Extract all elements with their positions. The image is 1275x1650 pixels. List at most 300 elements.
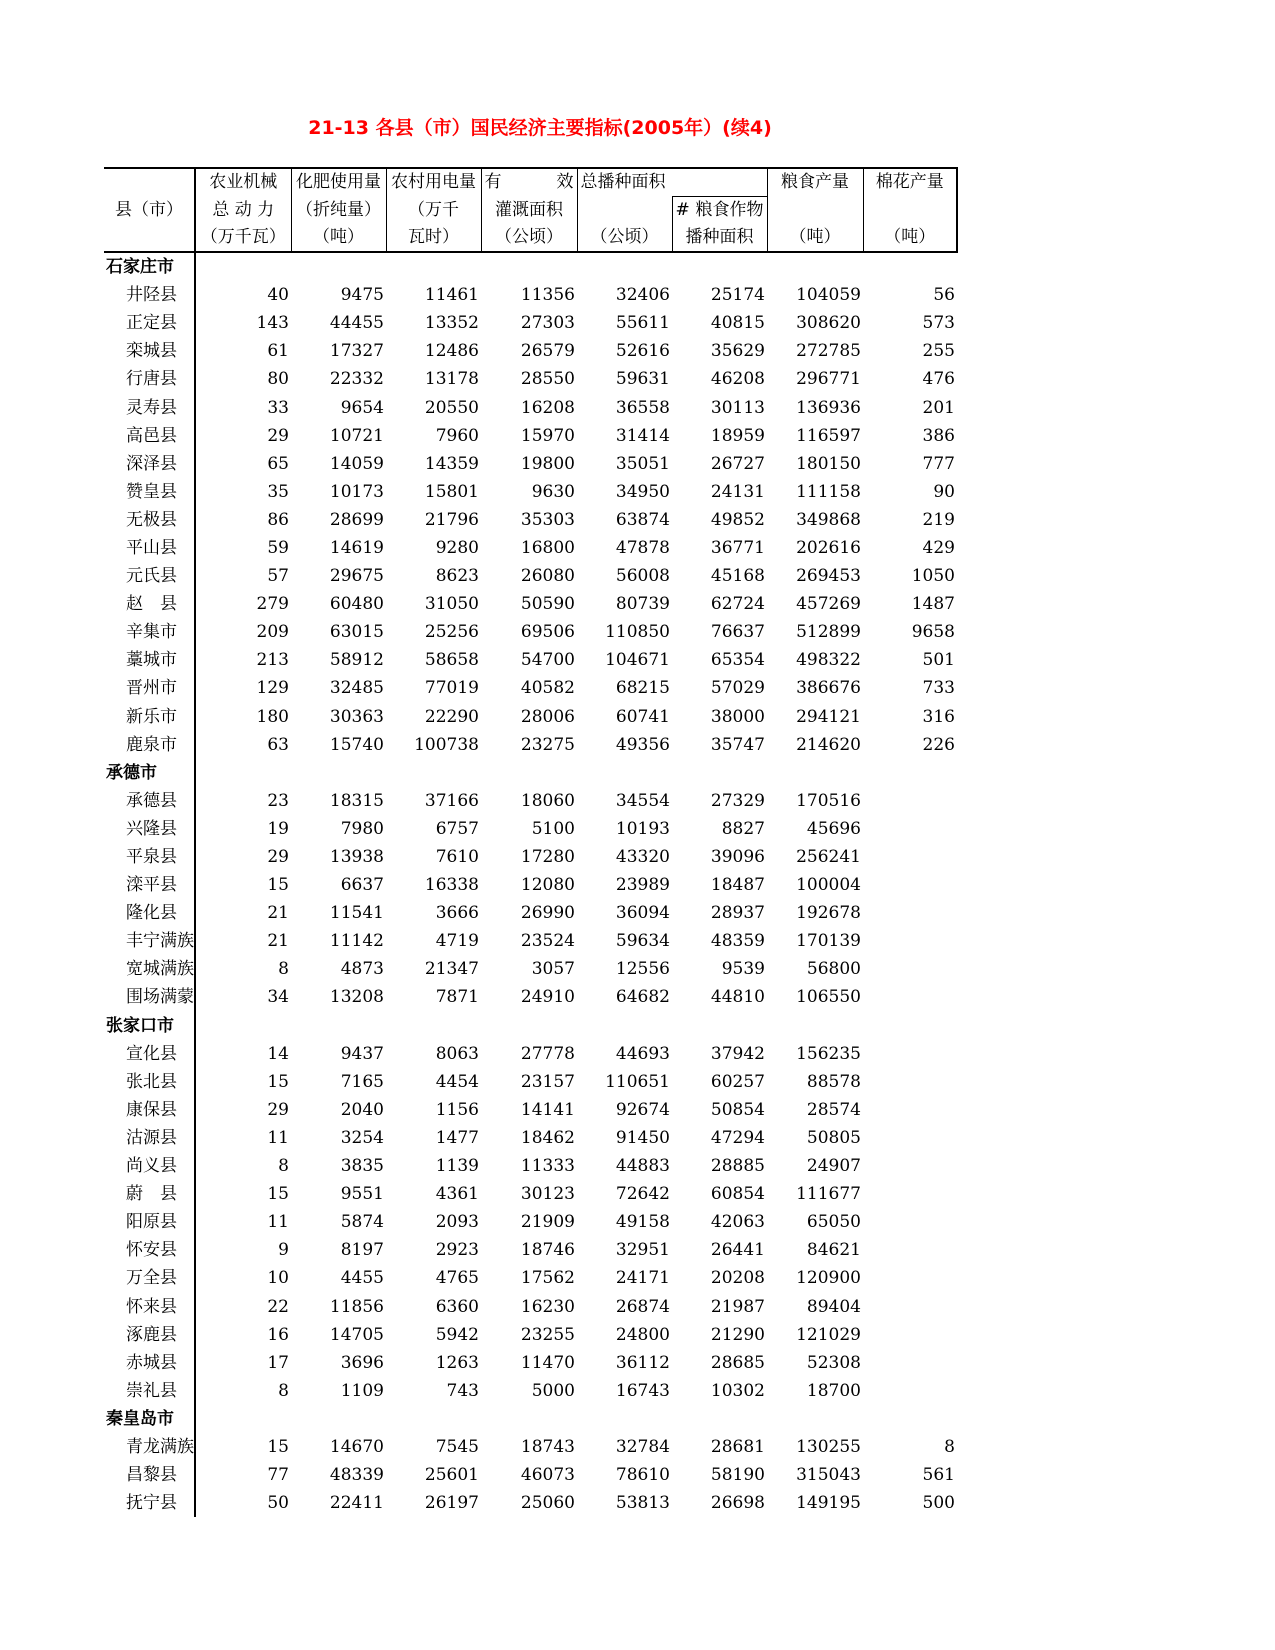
data-cell: 202616 [796, 537, 861, 558]
data-cell: 9475 [340, 285, 384, 306]
data-cell: 50854 [710, 1099, 765, 1120]
data-cell [863, 1236, 957, 1264]
data-cell: 47878 [615, 537, 670, 558]
data-cell: 4719 [435, 931, 479, 952]
data-cell: 11856 [329, 1296, 384, 1317]
sown-header-2 [577, 197, 672, 225]
mach-header-1: 农业机械 [195, 168, 291, 197]
data-cell [863, 787, 957, 815]
data-cell: 35 [195, 478, 291, 506]
data-cell: 24910 [520, 987, 575, 1008]
data-cell: 111677 [796, 1184, 861, 1205]
grain-area-header-1 [672, 197, 767, 225]
data-cell: 111158 [796, 481, 861, 502]
data-cell: 21987 [710, 1296, 765, 1317]
data-cell: 28550 [520, 369, 575, 390]
data-cell: 11541 [329, 903, 384, 924]
data-cell: 29 [195, 1096, 291, 1124]
data-cell: 26197 [424, 1493, 479, 1514]
data-cell: 170516 [796, 790, 861, 811]
table-row [104, 393, 957, 421]
data-cell: 16208 [520, 397, 575, 418]
data-cell: 15801 [424, 481, 479, 502]
data-cell: 24131 [710, 481, 765, 502]
data-cell: 48339 [329, 1465, 384, 1486]
data-cell: 10721 [329, 425, 384, 446]
data-cell: 55611 [615, 313, 670, 334]
data-cell: 316 [922, 706, 955, 727]
data-cell: 34554 [615, 790, 670, 811]
data-cell: 219 [922, 509, 955, 530]
data-cell [863, 1321, 957, 1349]
data-cell: 272785 [796, 341, 861, 362]
group-cell [672, 759, 767, 787]
table-row [104, 1264, 957, 1292]
data-cell: 1263 [435, 1352, 479, 1373]
data-cell: 63874 [615, 509, 670, 530]
table-row [104, 899, 957, 927]
data-cell: 50590 [520, 594, 575, 615]
data-cell: 28681 [710, 1436, 765, 1457]
data-cell: 27303 [520, 313, 575, 334]
data-cell: 57 [195, 562, 291, 590]
data-cell: 5874 [340, 1212, 384, 1233]
county-name: 井陉县 [126, 285, 177, 306]
data-cell: 14059 [329, 453, 384, 474]
data-cell: 59634 [615, 931, 670, 952]
data-cell: 37942 [710, 1043, 765, 1064]
group-cell [863, 252, 957, 281]
county-name: 灵寿县 [126, 397, 177, 418]
data-cell: 25060 [520, 1493, 575, 1514]
data-cell: 56 [933, 285, 955, 306]
data-cell [863, 983, 957, 1011]
data-cell: 777 [922, 453, 955, 474]
data-cell: 733 [922, 678, 955, 699]
data-cell: 429 [922, 537, 955, 558]
data-cell: 63 [195, 731, 291, 759]
data-cell: 9 [195, 1236, 291, 1264]
county-name: 正定县 [126, 313, 177, 334]
data-cell: 28937 [710, 903, 765, 924]
data-cell: 49852 [710, 509, 765, 530]
group-cell [863, 1405, 957, 1433]
data-cell: 65 [195, 450, 291, 478]
table-row [104, 1040, 957, 1068]
data-cell: 32406 [615, 285, 670, 306]
data-cell: 170139 [796, 931, 861, 952]
data-cell: 53813 [615, 1493, 670, 1514]
data-cell: 60854 [710, 1184, 765, 1205]
data-cell: 294121 [796, 706, 861, 727]
data-cell: 498322 [796, 650, 861, 671]
table-row [104, 646, 957, 674]
data-cell: 12080 [520, 875, 575, 896]
group-name: 承德市 [106, 762, 157, 783]
data-cell: 116597 [796, 425, 861, 446]
data-cell: 8197 [340, 1240, 384, 1261]
page-title: 21-13 各县（市）国民经济主要指标(2005年）(续4) [308, 117, 772, 139]
data-cell: 12486 [424, 341, 479, 362]
data-cell: 21 [195, 927, 291, 955]
county-name: 崇礼县 [126, 1380, 177, 1401]
data-cell: 89404 [806, 1296, 861, 1317]
data-cell: 8827 [721, 818, 765, 839]
table-row [104, 365, 957, 393]
data-cell: 192678 [796, 903, 861, 924]
data-cell [863, 1040, 957, 1068]
data-cell: 37166 [424, 790, 479, 811]
group-cell [195, 759, 291, 787]
data-cell: 18315 [329, 790, 384, 811]
data-cell: 26990 [520, 903, 575, 924]
data-cell: 46073 [520, 1465, 575, 1486]
data-cell: 11461 [424, 285, 479, 306]
data-cell: 14 [195, 1040, 291, 1068]
data-cell: 91450 [615, 1127, 670, 1148]
county-name: 阳原县 [126, 1212, 177, 1233]
data-cell: 19 [195, 815, 291, 843]
table-row [104, 450, 957, 478]
data-cell: 23157 [520, 1071, 575, 1092]
data-cell: 26441 [710, 1240, 765, 1261]
data-cell: 11142 [329, 931, 384, 952]
data-cell: 56008 [615, 566, 670, 587]
data-cell: 9630 [531, 481, 575, 502]
group-cell [386, 252, 481, 281]
data-cell [863, 1124, 957, 1152]
data-cell: 743 [446, 1380, 479, 1401]
data-cell: 255 [922, 341, 955, 362]
table-row [104, 1236, 957, 1264]
county-name: 昌黎县 [126, 1465, 177, 1486]
group-cell [195, 1405, 291, 1433]
data-cell: 26080 [520, 566, 575, 587]
data-cell: 38000 [710, 706, 765, 727]
data-cell: 7545 [435, 1436, 479, 1457]
data-cell: 226 [922, 734, 955, 755]
data-cell: 1109 [340, 1380, 384, 1401]
county-name: 赤城县 [126, 1352, 177, 1373]
data-cell: 2093 [435, 1212, 479, 1233]
data-cell: 8 [195, 1377, 291, 1405]
group-cell [863, 759, 957, 787]
data-cell: 6757 [435, 818, 479, 839]
county-name: 尚义县 [126, 1156, 177, 1177]
table-row [104, 1292, 957, 1320]
table-row [104, 422, 957, 450]
data-cell: 77019 [424, 678, 479, 699]
table-row [104, 1433, 957, 1461]
group-cell [672, 1012, 767, 1040]
data-cell: 35747 [710, 734, 765, 755]
data-cell [863, 1208, 957, 1236]
data-cell: 5000 [531, 1380, 575, 1401]
data-cell: 8063 [435, 1043, 479, 1064]
data-cell: 156235 [796, 1043, 861, 1064]
group-cell [577, 1012, 672, 1040]
data-cell: 7980 [340, 818, 384, 839]
data-cell: 28574 [806, 1099, 861, 1120]
statistics-table [104, 167, 958, 1517]
data-cell: 121029 [796, 1324, 861, 1345]
data-cell: 36771 [710, 537, 765, 558]
data-cell: 31414 [615, 425, 670, 446]
data-cell: 45168 [710, 566, 765, 587]
data-cell: 308620 [796, 313, 861, 334]
group-cell [577, 1405, 672, 1433]
grain-header-2 [767, 197, 863, 225]
data-cell: 213 [195, 646, 291, 674]
group-cell [481, 759, 577, 787]
data-cell: 54700 [520, 650, 575, 671]
data-cell: 19800 [520, 453, 575, 474]
data-cell: 36094 [615, 903, 670, 924]
county-header: 县（市） [115, 199, 183, 220]
data-cell: 4454 [435, 1071, 479, 1092]
data-cell: 48359 [710, 931, 765, 952]
data-cell: 3254 [340, 1127, 384, 1148]
data-cell [863, 843, 957, 871]
county-name: 涿鹿县 [126, 1324, 177, 1345]
sown-header-3: （公顷） [577, 224, 672, 252]
data-cell: 24907 [806, 1156, 861, 1177]
data-cell: 13178 [424, 369, 479, 390]
data-cell: 10 [195, 1264, 291, 1292]
data-cell: 84621 [806, 1240, 861, 1261]
group-cell [386, 759, 481, 787]
table-row [104, 1321, 957, 1349]
fert-header-2: （折纯量） [291, 197, 386, 225]
table-row [104, 1096, 957, 1124]
data-cell [863, 955, 957, 983]
data-cell: 22290 [424, 706, 479, 727]
county-name: 平山县 [126, 537, 177, 558]
data-cell [863, 1152, 957, 1180]
county-name: 栾城县 [126, 341, 177, 362]
data-cell: 18700 [806, 1380, 861, 1401]
data-cell: 50 [195, 1489, 291, 1517]
data-cell: 34950 [615, 481, 670, 502]
data-cell: 10173 [329, 481, 384, 502]
data-cell: 18959 [710, 425, 765, 446]
data-cell: 120900 [796, 1268, 861, 1289]
county-name: 晋州市 [126, 678, 177, 699]
county-name: 怀安县 [126, 1240, 177, 1261]
data-cell: 5942 [435, 1324, 479, 1345]
data-cell: 32951 [615, 1240, 670, 1261]
data-cell: 76637 [710, 622, 765, 643]
county-name: 高邑县 [126, 425, 177, 446]
data-cell: 209 [195, 618, 291, 646]
irr-header-1 [481, 168, 577, 197]
table-row [104, 871, 957, 899]
data-cell: 3696 [340, 1352, 384, 1373]
data-cell: 1156 [435, 1099, 479, 1120]
county-name: 丰宁满族 [126, 931, 194, 952]
data-cell [863, 927, 957, 955]
data-cell: 26727 [710, 453, 765, 474]
data-cell: 14619 [329, 537, 384, 558]
data-cell: 386 [922, 425, 955, 446]
data-cell: 279 [195, 590, 291, 618]
grain-header-3: （吨） [767, 224, 863, 252]
data-cell: 60480 [329, 594, 384, 615]
county-name: 新乐市 [126, 706, 177, 727]
county-name: 万全县 [126, 1268, 177, 1289]
group-cell [672, 252, 767, 281]
data-cell: 3835 [340, 1156, 384, 1177]
data-cell: 130255 [796, 1436, 861, 1457]
data-cell: 30113 [710, 397, 765, 418]
data-cell: 21 [195, 899, 291, 927]
county-name: 怀来县 [126, 1296, 177, 1317]
table-row [104, 1152, 957, 1180]
data-cell: 136936 [796, 397, 861, 418]
data-cell: 27329 [710, 790, 765, 811]
grain-area-header-2: 播种面积 [672, 224, 767, 252]
data-cell: 11333 [520, 1156, 575, 1177]
data-cell: 46208 [710, 369, 765, 390]
group-cell [577, 252, 672, 281]
data-cell: 26579 [520, 341, 575, 362]
county-name: 深泽县 [126, 453, 177, 474]
data-cell: 60741 [615, 706, 670, 727]
data-cell: 17562 [520, 1268, 575, 1289]
data-cell: 201 [922, 397, 955, 418]
county-name: 蔚 县 [126, 1184, 177, 1205]
data-cell: 78610 [615, 1465, 670, 1486]
data-cell: 8 [944, 1436, 955, 1457]
data-cell: 3666 [435, 903, 479, 924]
data-cell: 15970 [520, 425, 575, 446]
table-row [104, 674, 957, 702]
data-cell: 56800 [806, 959, 861, 980]
data-cell: 28885 [710, 1156, 765, 1177]
data-cell: 90 [933, 481, 955, 502]
data-cell: 12556 [615, 959, 670, 980]
data-cell: 34 [195, 983, 291, 1011]
mach-header-2: 总 动 力 [195, 197, 291, 225]
table-row [104, 1377, 957, 1405]
group-cell [291, 759, 386, 787]
data-cell: 29675 [329, 566, 384, 587]
data-cell: 40815 [710, 313, 765, 334]
data-cell: 180150 [796, 453, 861, 474]
grain-header-1: 粮食产量 [767, 168, 863, 197]
data-cell: 9654 [340, 397, 384, 418]
data-cell: 59631 [615, 369, 670, 390]
data-cell: 80739 [615, 594, 670, 615]
data-cell: 7165 [340, 1071, 384, 1092]
data-cell: 386676 [796, 678, 861, 699]
data-cell: 22411 [329, 1493, 384, 1514]
group-cell [767, 759, 863, 787]
table-row [104, 1349, 957, 1377]
data-cell: 11356 [520, 285, 575, 306]
fert-header-1: 化肥使用量 [291, 168, 386, 197]
county-name: 青龙满族 [126, 1436, 194, 1457]
data-cell: 36558 [615, 397, 670, 418]
group-cell [863, 1012, 957, 1040]
data-cell: 9280 [435, 537, 479, 558]
data-cell: 100004 [796, 875, 861, 896]
data-cell: 65050 [806, 1212, 861, 1233]
data-cell: 21290 [710, 1324, 765, 1345]
data-cell: 21909 [520, 1212, 575, 1233]
data-cell: 17327 [329, 341, 384, 362]
data-cell: 59 [195, 534, 291, 562]
data-cell: 14670 [329, 1436, 384, 1457]
data-cell: 11 [195, 1124, 291, 1152]
county-name: 张北县 [126, 1071, 177, 1092]
table-row [104, 927, 957, 955]
county-name: 承德县 [126, 790, 177, 811]
data-cell [863, 1292, 957, 1320]
data-cell: 10302 [710, 1380, 765, 1401]
data-cell: 14359 [424, 453, 479, 474]
data-cell: 25601 [424, 1465, 479, 1486]
table-row [104, 843, 957, 871]
county-name: 行唐县 [126, 369, 177, 390]
data-cell: 3057 [531, 959, 575, 980]
group-cell [481, 1012, 577, 1040]
group-cell [767, 1405, 863, 1433]
group-name: 张家口市 [106, 1015, 174, 1036]
data-cell: 16 [195, 1321, 291, 1349]
group-name: 秦皇岛市 [106, 1408, 174, 1429]
data-cell: 17 [195, 1349, 291, 1377]
county-header-bottom [104, 224, 195, 252]
table-row [104, 1208, 957, 1236]
data-cell: 44455 [329, 313, 384, 334]
group-row [104, 1012, 957, 1040]
data-cell: 92674 [615, 1099, 670, 1120]
data-cell: 16800 [520, 537, 575, 558]
data-cell: 86 [195, 506, 291, 534]
table-row [104, 1489, 957, 1517]
data-cell: 61 [195, 337, 291, 365]
data-cell: 8 [195, 1152, 291, 1180]
data-cell: 13208 [329, 987, 384, 1008]
data-cell: 2923 [435, 1240, 479, 1261]
county-name: 抚宁县 [126, 1493, 177, 1514]
table-row [104, 1068, 957, 1096]
group-cell [291, 252, 386, 281]
table-row [104, 618, 957, 646]
group-cell [481, 1405, 577, 1433]
data-cell: 35051 [615, 453, 670, 474]
group-cell [291, 1405, 386, 1433]
irr-header-2: 灌溉面积 [481, 197, 577, 225]
data-cell: 31050 [424, 594, 479, 615]
data-cell: 50805 [806, 1127, 861, 1148]
group-cell [195, 1012, 291, 1040]
data-cell [863, 1349, 957, 1377]
table-row [104, 337, 957, 365]
data-cell: 35303 [520, 509, 575, 530]
data-cell: 28006 [520, 706, 575, 727]
table-row [104, 309, 957, 337]
data-cell: 44810 [710, 987, 765, 1008]
data-cell: 64682 [615, 987, 670, 1008]
data-cell: 7960 [435, 425, 479, 446]
county-name: 藁城市 [126, 650, 177, 671]
county-name: 康保县 [126, 1099, 177, 1120]
data-cell: 18462 [520, 1127, 575, 1148]
data-cell: 10193 [615, 818, 670, 839]
data-cell: 65354 [710, 650, 765, 671]
